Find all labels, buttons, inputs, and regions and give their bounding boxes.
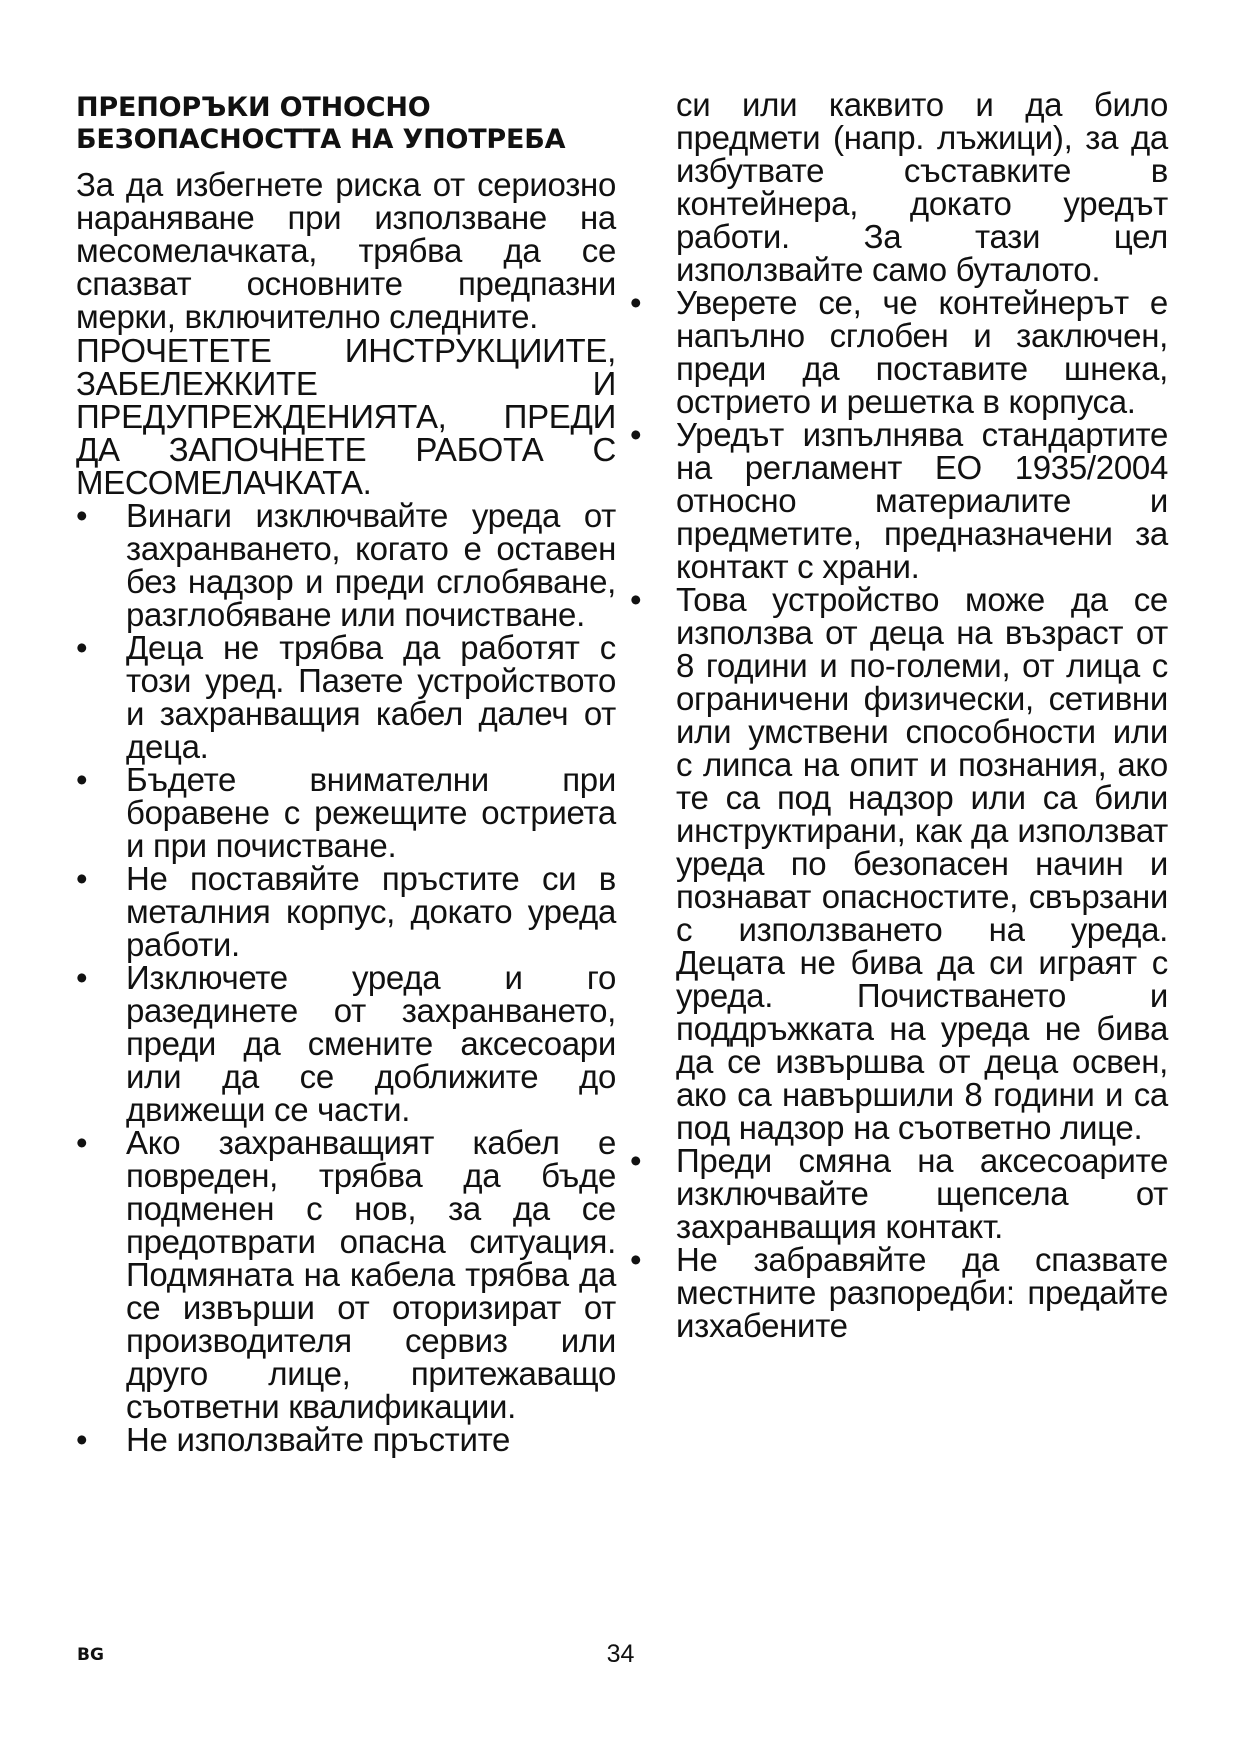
list-item	[76, 631, 616, 763]
list-item	[76, 862, 616, 961]
section-heading: ПРЕПОРЪКИ ОТНОСНО БЕЗОПАСНОСТТА НА УПОТРЕБА	[76, 92, 566, 155]
list-item-text: Изключете уреда и го разединете от захранването, преди да смените аксесоари или да се доближите до движещи се части.	[126, 959, 616, 1128]
list-item-text: Не използвайте пръстите	[126, 1421, 511, 1458]
bullet-icon: •	[76, 860, 88, 897]
page-number: 34	[606, 1640, 635, 1668]
bullet-icon: •	[76, 1124, 88, 1161]
list-item-text: Уверете се, че контейнерът е напълно сглобен и заключен, преди да поставите шнека, острието и решетка в корпуса.	[676, 284, 1168, 420]
intro-paragraph: За да избегнете риска от сериозно нараняване при използване на месомелачката, трябва да се спазват основните предпазни мерки, включително следните.	[76, 166, 616, 335]
list-item-text: Не поставяйте пръстите си в металния корпус, докато уреда работи.	[126, 860, 616, 963]
bullet-icon: •	[76, 761, 88, 798]
list-item	[76, 1423, 616, 1456]
bullet-icon: •	[630, 416, 642, 453]
bullet-icon: •	[76, 629, 88, 666]
language-code: BG	[77, 1645, 104, 1665]
list-item	[76, 1126, 616, 1423]
list-item	[630, 1142, 1168, 1245]
list-item	[630, 416, 1168, 585]
list-item-text: Винаги изключвайте уреда от захранването, когато е оставен без надзор и преди сглобяване, разглобяване или почистване.	[126, 497, 616, 633]
bullet-icon: •	[630, 1241, 642, 1278]
list-item	[630, 1241, 1168, 1344]
list-item-text: Не забравяйте да спазвате местните разпоредби: предайте изхабените	[676, 1241, 1168, 1344]
right-column	[630, 86, 1168, 1344]
list-item	[76, 763, 616, 862]
list-item	[76, 961, 616, 1126]
right-bullet-list	[630, 284, 1168, 1344]
bullet-icon: •	[76, 959, 88, 996]
bullet-icon: •	[76, 497, 88, 534]
left-bullet-list	[76, 499, 616, 1456]
list-item-text: Ако захранващият кабел е повреден, трябва да бъде подменен с нов, за да се предотврати опасна ситуация. Подмяната на кабела трябва да се извърши от оторизират от производителя сервиз или друго лице, притежаващо съответни квалификации.	[126, 1124, 616, 1425]
list-item-text: Бъдете внимателни при боравене с режещите остриета и при почистване.	[126, 761, 616, 864]
bullet-icon: •	[630, 1142, 642, 1179]
continued-paragraph: си или каквито и да било предмети (напр. лъжици), за да избутвате съставките в контейнера, докато уредът работи. За тази цел използвайте само буталото.	[676, 86, 1168, 288]
list-item-text: Уредът изпълнява стандартите на регламент ЕО 1935/2004 относно материалите и предметите, предназначени за контакт с храни.	[676, 416, 1168, 585]
list-item-text: Това устройство може да се използва от деца на възраст от 8 години и по-големи, от лица с ограничени физически, сетивни или умствени способности или с липса на опит и познания, ако те са под надзор или са били инструктирани, как да използват уреда по безопасен начин и познават опасностите, свързани с използването на уреда. Децата не бива да си играят с уреда. Почистването и поддръжката на уреда не бива да се извършва от деца освен, ако са навършили 8 години и са под надзор на съответно лице.	[676, 581, 1168, 1146]
list-item	[76, 499, 616, 631]
warning-paragraph: ПРОЧЕТЕТЕ ИНСТРУКЦИИТЕ, ЗАБЕЛЕЖКИТЕ И ПРЕДУПРЕЖДЕНИЯТА, ПРЕДИ ДА ЗАПОЧНЕТЕ РАБОТА С МЕСОМЕЛАЧКАТА.	[76, 332, 616, 501]
bullet-icon: •	[630, 284, 642, 321]
list-item-text: Деца не трябва да работят с този уред. Пазете устройството и захранващия кабел далеч от деца.	[126, 629, 616, 765]
left-column	[76, 88, 616, 1456]
list-item	[630, 284, 1168, 420]
list-item	[630, 581, 1168, 1146]
bullet-icon: •	[630, 581, 642, 618]
bullet-icon: •	[76, 1421, 88, 1458]
list-item-text: Преди смяна на аксесоарите изключвайте щепсела от захранващия контакт.	[676, 1142, 1168, 1245]
